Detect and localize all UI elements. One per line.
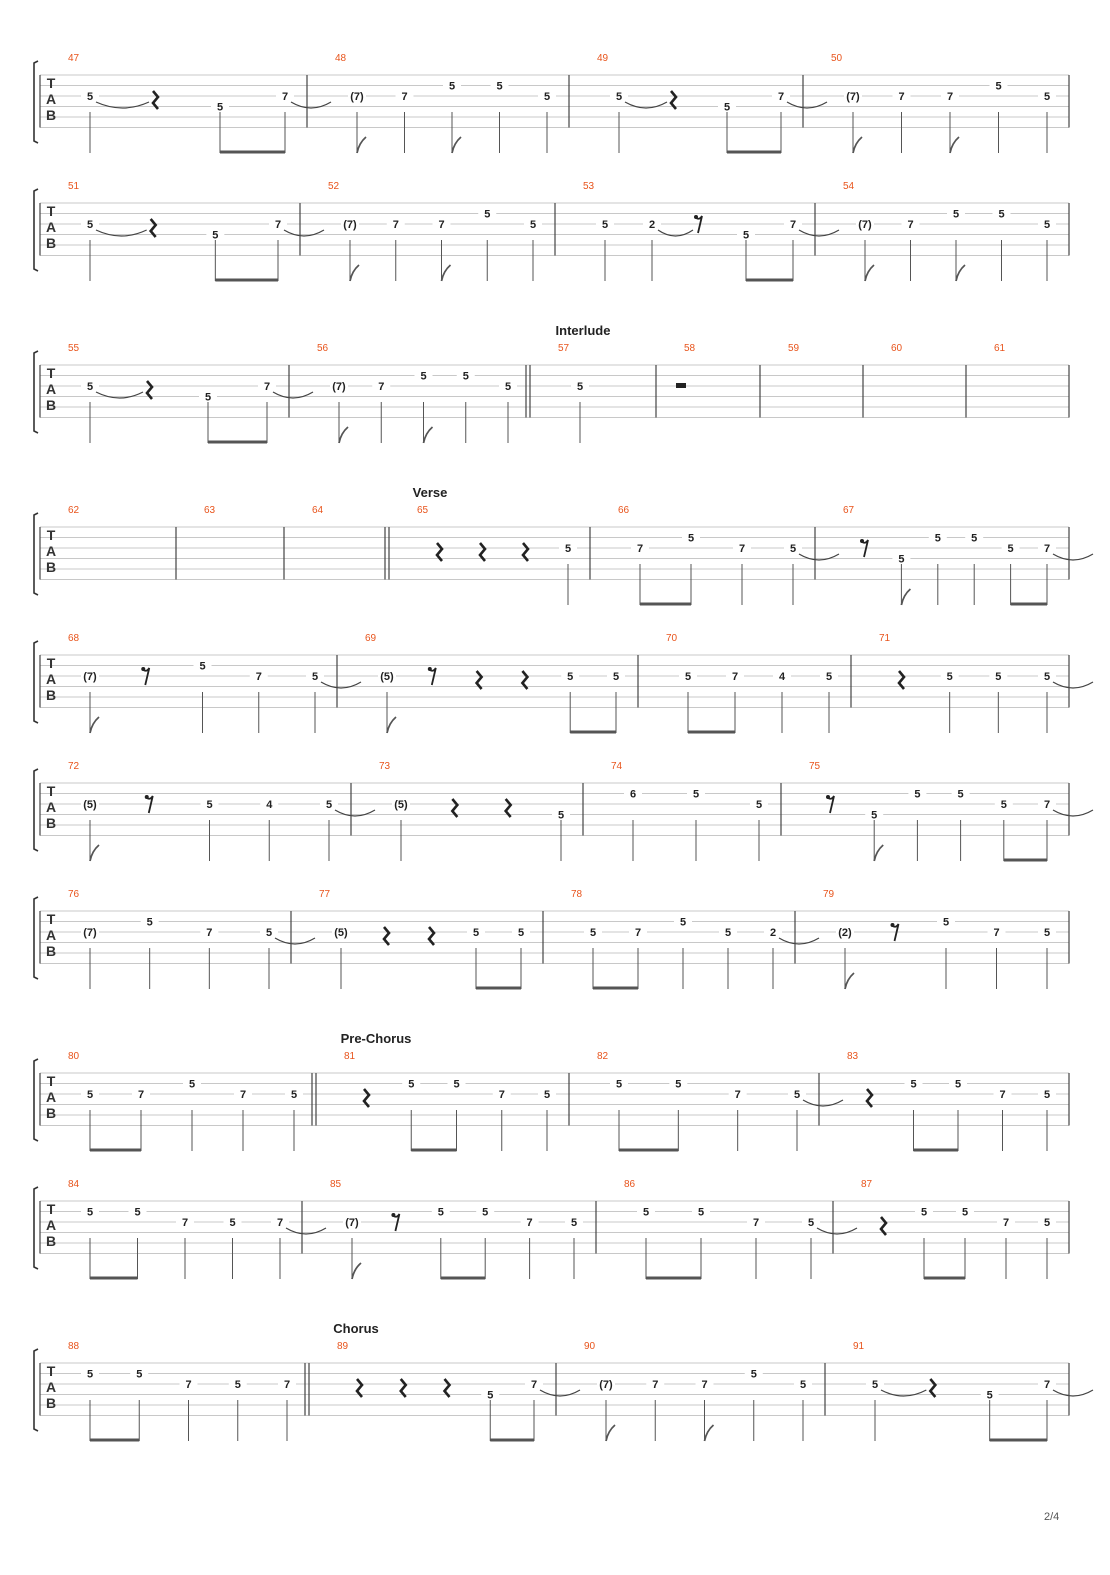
fret-number: 5: [325, 799, 333, 811]
fret-number: (5): [83, 799, 97, 811]
eighth-flag-icon: [339, 427, 348, 443]
fret-number: 5: [229, 1217, 236, 1229]
section-label: Interlude: [555, 323, 611, 338]
fret-number: 7: [752, 1217, 760, 1229]
fret-number: 5: [961, 1206, 969, 1219]
eighth-flag-icon: [357, 137, 366, 153]
fret-number: 5: [971, 532, 978, 545]
eighth-rest-dot: [391, 1213, 395, 1217]
fret-number: 7: [401, 91, 408, 103]
fret-number: 7: [281, 91, 289, 103]
measure-number: 81: [344, 1051, 356, 1062]
staff-bracket: [34, 1187, 38, 1269]
tab-clef-letter: A: [45, 799, 57, 815]
tab-clef-letter: A: [45, 543, 57, 559]
fret-number: 5: [1043, 219, 1051, 231]
fret-number: 7: [137, 1089, 145, 1101]
fret-number: 5: [589, 927, 597, 939]
fret-number: 7: [530, 1379, 538, 1391]
fret-number: 4: [266, 799, 273, 811]
fret-number: 5: [920, 1206, 928, 1219]
fret-number: 5: [723, 101, 731, 114]
tie-arc: [779, 938, 819, 944]
fret-number: 5: [134, 1206, 141, 1219]
eighth-rest-dot: [694, 215, 698, 219]
tie-arc: [625, 102, 667, 108]
fret-number: 5: [529, 219, 537, 231]
fret-number: (7): [858, 219, 872, 231]
eighth-flag-icon: [845, 973, 854, 989]
fret-number: 7: [789, 219, 797, 231]
fret-number: (7): [345, 1217, 359, 1229]
fret-number: (7): [83, 927, 97, 939]
measure-number: 64: [312, 505, 324, 516]
measure-number: 74: [611, 761, 623, 772]
measure-number: 62: [68, 505, 80, 516]
tie-arc: [284, 230, 324, 236]
fret-number: 5: [311, 671, 319, 683]
staff-bracket: [34, 61, 38, 143]
measure-number: 86: [624, 1179, 636, 1190]
fret-number: 5: [472, 927, 480, 939]
fret-number: 7: [777, 91, 785, 103]
fret-number: 5: [86, 219, 94, 231]
measure-number: 76: [68, 889, 80, 900]
measure-number: 49: [597, 53, 609, 64]
fret-number: 5: [146, 916, 153, 929]
fret-number: 5: [724, 927, 732, 939]
fret-number: 7: [392, 219, 399, 231]
measure-number: 90: [584, 1341, 596, 1352]
measure-number: 60: [891, 343, 903, 354]
fret-number: 5: [557, 809, 565, 822]
tie-arc: [787, 102, 827, 108]
staff-bracket: [34, 897, 38, 979]
measure-number: 77: [319, 889, 331, 900]
measure-number: 87: [861, 1179, 873, 1190]
tie-arc: [658, 230, 693, 236]
fret-number: 5: [496, 80, 503, 93]
tie-arc: [540, 1390, 580, 1396]
fret-number: 7: [701, 1379, 708, 1391]
fret-number: 5: [697, 1206, 705, 1219]
tie-arc: [817, 1228, 857, 1234]
fret-number: 5: [914, 788, 921, 801]
fret-number: 5: [1007, 543, 1014, 555]
fret-number: 5: [742, 229, 750, 242]
fret-number: 5: [517, 927, 525, 939]
tie-arc: [799, 554, 839, 560]
eighth-flag-icon: [606, 1425, 615, 1441]
measure-number: 71: [879, 633, 891, 644]
fret-number: 5: [1043, 671, 1051, 683]
fret-number: 5: [567, 671, 574, 683]
measure-number: 67: [843, 505, 855, 516]
fret-number: 2: [648, 219, 656, 231]
fret-number: 5: [954, 1078, 962, 1091]
fret-number: 5: [136, 1368, 143, 1381]
staff-bracket: [34, 641, 38, 723]
section-label: Chorus: [333, 1321, 379, 1336]
fret-number: 7: [993, 927, 1000, 939]
tab-clef-letter: B: [45, 107, 57, 123]
fret-number: 5: [86, 1089, 94, 1101]
fret-number: 7: [907, 219, 914, 231]
fret-number: 5: [1043, 91, 1051, 103]
tab-clef-letter: A: [45, 671, 57, 687]
fret-number: 5: [576, 381, 584, 393]
tab-clef-letter: T: [46, 911, 56, 927]
fret-number: 5: [755, 799, 763, 811]
eighth-flag-icon: [865, 265, 874, 281]
tab-clef-letter: T: [46, 783, 56, 799]
measure-number: 72: [68, 761, 80, 772]
fret-number: 7: [898, 91, 905, 103]
tie-arc: [291, 102, 331, 108]
fret-number: 5: [750, 1368, 757, 1381]
measure-number: 58: [684, 343, 696, 354]
fret-number: 5: [675, 1078, 682, 1091]
fret-number: 7: [276, 1217, 284, 1229]
tie-arc: [1053, 1390, 1093, 1396]
measure-number: 63: [204, 505, 216, 516]
fret-number: 5: [946, 671, 953, 683]
fret-number: 5: [684, 671, 692, 683]
fret-number: 6: [629, 788, 637, 801]
tab-clef-letter: A: [45, 1089, 57, 1105]
fret-number: 5: [206, 799, 213, 811]
tab-clef-letter: B: [45, 943, 57, 959]
fret-number: 5: [1000, 799, 1007, 811]
tab-clef-letter: B: [45, 559, 57, 575]
measure-number: 88: [68, 1341, 80, 1352]
tie-arc: [275, 938, 315, 944]
fret-number: 5: [484, 208, 491, 221]
staff-bracket: [34, 189, 38, 271]
eighth-flag-icon: [874, 845, 883, 861]
fret-number: 7: [206, 927, 213, 939]
tie-arc: [273, 392, 313, 398]
measure-number: 84: [68, 1179, 80, 1190]
tab-clef-letter: B: [45, 1233, 57, 1249]
fret-number: 5: [420, 370, 427, 383]
fret-number: 7: [634, 927, 642, 939]
tie-arc: [96, 102, 149, 108]
measure-number: 73: [379, 761, 391, 772]
tie-arc: [335, 810, 375, 816]
fret-number: 5: [995, 671, 1002, 683]
eighth-flag-icon: [90, 717, 99, 733]
fret-number: 5: [504, 381, 512, 393]
fret-number: 2: [769, 927, 777, 939]
fret-number: 5: [448, 80, 456, 93]
fret-number: 7: [731, 671, 739, 683]
fret-number: 7: [181, 1217, 189, 1229]
tab-clef-letter: T: [46, 1201, 56, 1217]
fret-number: 5: [212, 229, 219, 242]
tie-arc: [799, 230, 839, 236]
tab-clef-letter: A: [45, 381, 57, 397]
fret-number: 5: [601, 219, 609, 231]
fret-number: 7: [498, 1089, 505, 1101]
tab-clef-letter: T: [46, 203, 56, 219]
fret-number: 5: [957, 788, 964, 801]
fret-number: 5: [1043, 1089, 1051, 1101]
fret-number: 5: [898, 553, 905, 566]
half-rest-icon: [676, 383, 686, 388]
fret-number: 5: [998, 208, 1005, 221]
fret-number: 5: [543, 1089, 551, 1101]
fret-number: 5: [687, 532, 695, 545]
tab-clef-letter: B: [45, 1395, 57, 1411]
fret-number: (7): [332, 381, 346, 393]
measure-number: 51: [68, 181, 80, 192]
fret-number: (5): [334, 927, 348, 939]
section-label: Verse: [412, 485, 448, 500]
eighth-rest-dot: [145, 795, 149, 799]
measure-number: 53: [583, 181, 595, 192]
measure-number: 82: [597, 1051, 609, 1062]
measure-number: 52: [328, 181, 340, 192]
fret-number: 7: [378, 381, 385, 393]
fret-number: 5: [543, 91, 551, 103]
fret-number: 5: [462, 370, 469, 383]
tie-arc: [1053, 810, 1093, 816]
eighth-rest-dot: [891, 923, 895, 927]
eighth-flag-icon: [424, 427, 433, 443]
fret-number: (5): [394, 799, 408, 811]
staff-bracket: [34, 351, 38, 433]
staff-bracket: [34, 1059, 38, 1141]
fret-number: 7: [1043, 799, 1051, 811]
fret-number: (2): [838, 927, 852, 939]
eighth-rest-dot: [428, 667, 432, 671]
measure-number: 66: [618, 505, 630, 516]
fret-number: 7: [734, 1089, 741, 1101]
fret-number: 5: [86, 381, 94, 393]
fret-number: 5: [204, 391, 212, 404]
fret-number: 5: [793, 1089, 801, 1101]
fret-number: 5: [564, 543, 572, 555]
fret-number: (7): [83, 671, 97, 683]
tie-arc: [803, 1100, 843, 1106]
page-number: 2/4: [1044, 1511, 1060, 1523]
measure-number: 80: [68, 1051, 80, 1062]
measure-number: 85: [330, 1179, 342, 1190]
fret-number: 5: [807, 1217, 815, 1229]
fret-number: 5: [234, 1379, 241, 1391]
eighth-flag-icon: [901, 589, 910, 605]
fret-number: 5: [934, 532, 941, 545]
fret-number: (7): [846, 91, 860, 103]
fret-number: 7: [526, 1217, 533, 1229]
tab-clef-letter: B: [45, 1105, 57, 1121]
fret-number: 5: [453, 1078, 460, 1091]
fret-number: 5: [871, 1379, 879, 1391]
measure-number: 50: [831, 53, 843, 64]
fret-number: 7: [283, 1379, 291, 1391]
fret-number: 5: [199, 660, 206, 673]
tab-clef-letter: A: [45, 91, 57, 107]
fret-number: 7: [263, 381, 271, 393]
fret-number: 7: [185, 1379, 192, 1391]
measure-number: 75: [809, 761, 821, 772]
eighth-flag-icon: [350, 265, 359, 281]
fret-number: 7: [438, 219, 445, 231]
fret-number: 5: [642, 1206, 650, 1219]
measure-number: 83: [847, 1051, 859, 1062]
measure-number: 48: [335, 53, 347, 64]
measure-number: 61: [994, 343, 1006, 354]
eighth-rest-dot: [826, 795, 830, 799]
staff-bracket: [34, 1349, 38, 1431]
fret-number: 7: [1043, 1379, 1051, 1391]
tab-clef-letter: A: [45, 927, 57, 943]
measure-number: 59: [788, 343, 800, 354]
eighth-flag-icon: [950, 137, 959, 153]
fret-number: 5: [216, 101, 224, 114]
fret-number: 7: [999, 1089, 1006, 1101]
tab-clef-letter: B: [45, 397, 57, 413]
tab-clef-letter: T: [46, 1073, 56, 1089]
staff-bracket: [34, 769, 38, 851]
fret-number: 7: [255, 671, 262, 683]
fret-number: (7): [343, 219, 357, 231]
fret-number: 5: [910, 1078, 917, 1091]
fret-number: (5): [380, 671, 394, 683]
tab-clef-letter: T: [46, 75, 56, 91]
tab-clef-letter: A: [45, 1217, 57, 1233]
measure-number: 55: [68, 343, 80, 354]
fret-number: 5: [86, 91, 94, 103]
fret-number: 5: [952, 208, 960, 221]
fret-number: 7: [274, 219, 282, 231]
fret-number: 7: [239, 1089, 247, 1101]
measure-number: 70: [666, 633, 678, 644]
tab-clef-letter: B: [45, 687, 57, 703]
tie-arc: [286, 1228, 326, 1234]
eighth-flag-icon: [442, 265, 451, 281]
measure-number: 79: [823, 889, 835, 900]
section-label: Pre-Chorus: [340, 1031, 412, 1046]
tab-clef-letter: T: [46, 655, 56, 671]
fret-number: 7: [946, 91, 954, 103]
tab-clef-letter: B: [45, 235, 57, 251]
eighth-flag-icon: [387, 717, 396, 733]
measure-number: 54: [843, 181, 855, 192]
fret-number: 7: [1002, 1217, 1010, 1229]
eighth-flag-icon: [452, 137, 461, 153]
fret-number: 5: [482, 1206, 489, 1219]
tab-clef-letter: T: [46, 1363, 56, 1379]
measure-number: 65: [417, 505, 429, 516]
tab-clef-letter: T: [46, 365, 56, 381]
tie-arc: [881, 1390, 926, 1396]
measure-number: 56: [317, 343, 329, 354]
eighth-flag-icon: [853, 137, 862, 153]
tie-arc: [321, 682, 361, 688]
tab-clef-letter: T: [46, 527, 56, 543]
fret-number: 5: [986, 1389, 993, 1402]
tie-arc: [1053, 682, 1093, 688]
fret-number: 5: [942, 916, 950, 929]
fret-number: 7: [652, 1379, 659, 1391]
fret-number: 5: [1043, 1217, 1051, 1229]
fret-number: 5: [615, 1078, 623, 1091]
eighth-flag-icon: [352, 1263, 361, 1279]
eighth-flag-icon: [956, 265, 965, 281]
eighth-rest-dot: [141, 667, 145, 671]
tab-clef-letter: A: [45, 219, 57, 235]
tab-clef-letter: A: [45, 1379, 57, 1395]
fret-number: 5: [612, 671, 620, 683]
tie-arc: [1053, 554, 1093, 560]
fret-number: 5: [789, 543, 797, 555]
fret-number: 5: [799, 1379, 807, 1391]
eighth-rest-dot: [860, 539, 864, 543]
fret-number: 5: [408, 1078, 415, 1091]
staff-bracket: [34, 513, 38, 595]
tie-arc: [96, 392, 143, 398]
fret-number: 7: [738, 543, 746, 555]
fret-number: 7: [636, 543, 644, 555]
fret-number: (7): [599, 1379, 613, 1391]
fret-number: 5: [1043, 927, 1051, 939]
fret-number: 5: [692, 788, 700, 801]
measure-number: 91: [853, 1341, 865, 1352]
measure-number: 69: [365, 633, 377, 644]
fret-number: 5: [825, 671, 833, 683]
eighth-flag-icon: [705, 1425, 714, 1441]
tab-clef-letter: B: [45, 815, 57, 831]
fret-number: 7: [1043, 543, 1051, 555]
fret-number: 5: [86, 1368, 94, 1381]
fret-number: 5: [265, 927, 273, 939]
measure-number: 89: [337, 1341, 349, 1352]
fret-number: 5: [871, 809, 878, 822]
fret-number: 5: [995, 80, 1002, 93]
fret-number: 5: [86, 1206, 94, 1219]
fret-number: 5: [570, 1217, 578, 1229]
fret-number: (7): [350, 91, 364, 103]
eighth-flag-icon: [90, 845, 99, 861]
fret-number: 4: [778, 671, 786, 683]
fret-number: 5: [437, 1206, 444, 1219]
measure-number: 57: [558, 343, 570, 354]
fret-number: 5: [487, 1389, 494, 1402]
measure-number: 68: [68, 633, 80, 644]
tie-arc: [96, 230, 147, 236]
fret-number: 5: [188, 1078, 196, 1091]
fret-number: 5: [679, 916, 687, 929]
measure-number: 47: [68, 53, 80, 64]
measure-number: 78: [571, 889, 583, 900]
fret-number: 5: [615, 91, 623, 103]
fret-number: 5: [290, 1089, 298, 1101]
